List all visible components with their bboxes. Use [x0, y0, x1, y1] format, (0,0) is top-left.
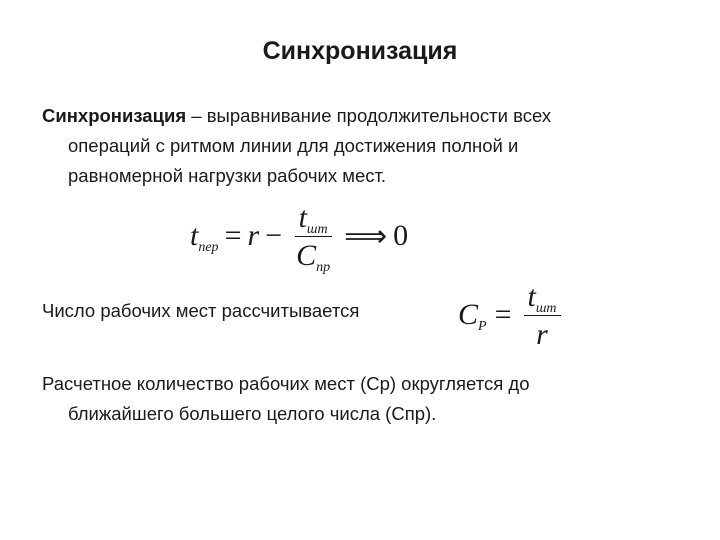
slide-title: Синхронизация [262, 37, 458, 65]
formula1-lhs-sub: пер [198, 240, 219, 255]
formula1-fraction [292, 200, 334, 275]
formula1-den-var: C [296, 238, 317, 272]
formula1-result: 0 [393, 219, 409, 252]
definition-line-1 [42, 101, 682, 131]
formula1-lhs-var: t [190, 219, 199, 252]
formula1-num-var: t [298, 200, 307, 234]
definition-paragraph [42, 101, 682, 191]
synchronization-formula [190, 196, 408, 276]
rounding-line-1: Расчетное количество рабочих мест (Ср) округляется до [42, 373, 530, 394]
rounding-paragraph [42, 369, 682, 429]
formula2-den-var: r [536, 317, 548, 351]
implies-arrow-icon: ⟹ [344, 219, 388, 253]
formula2-num-sub: шт [535, 300, 557, 316]
formula2-fraction [524, 280, 561, 351]
formula1-denominator [292, 237, 334, 275]
formula2-lhs-sub: P [478, 319, 487, 334]
formula2-numerator [524, 280, 561, 316]
formula1-lhs [190, 219, 219, 253]
formula1-equals: = [224, 219, 242, 252]
workplace-count-text: Число рабочих мест рассчитывается [42, 300, 360, 321]
formula1-numerator [295, 201, 332, 237]
formula2-denominator [532, 316, 552, 351]
formula2-equals: = [494, 298, 512, 331]
rounding-line-2: ближайшего большего целого числа (Спр). [68, 403, 437, 424]
definition-line-1-text: – выравнивание продолжительности всех [186, 105, 552, 126]
definition-line-2: операций с ритмом линии для достижения полной и [68, 135, 519, 156]
formula1-minus: − [265, 219, 283, 252]
workplace-count-paragraph [42, 296, 682, 326]
formula2-lhs-var: C [458, 298, 479, 331]
definition-term: Синхронизация [42, 105, 187, 126]
formula1-num-sub: шт [306, 221, 328, 237]
formula2-lhs [458, 298, 487, 332]
formula1-r: r [247, 219, 260, 252]
workplace-count-formula [458, 279, 565, 351]
formula1-den-sub: пр [316, 259, 331, 275]
formula2-num-var: t [527, 279, 536, 313]
definition-line-3: равномерной нагрузки рабочих мест. [68, 165, 387, 186]
